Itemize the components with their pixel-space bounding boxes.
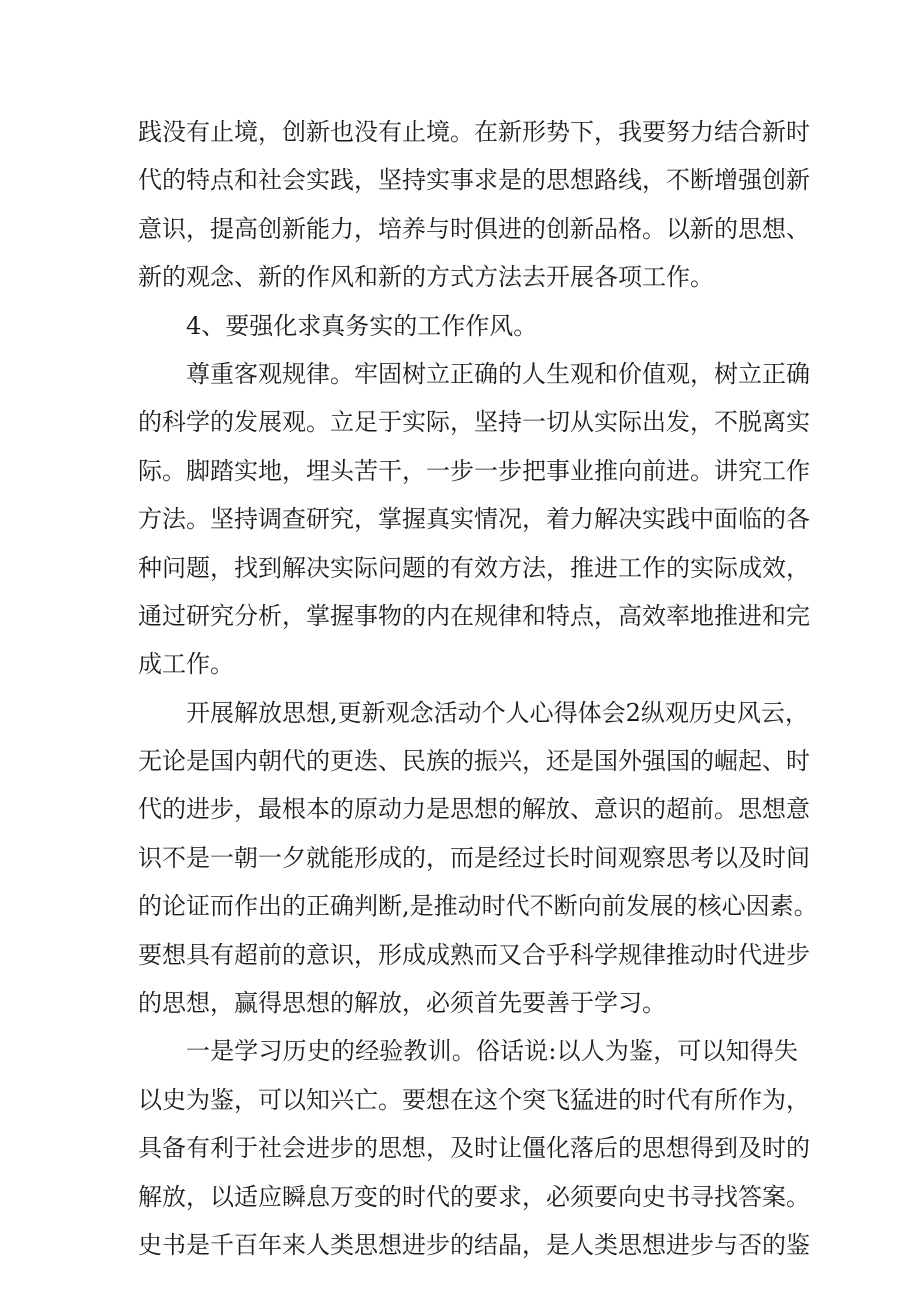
text-line: 识不是一朝一夕就能形成的，而是经过长时间观察思考以及时间 — [138, 843, 810, 872]
text-line: 意识，提高创新能力，培养与时俱进的创新品格。以新的思想、 — [138, 214, 810, 243]
text-line: 代的特点和社会实践，坚持实事求是的思想路线，不断增强创新 — [138, 166, 810, 195]
text-line: 史书是千百年来人类思想进步的结晶，是人类思想进步与否的鉴 — [138, 1230, 810, 1259]
document-body — [138, 108, 818, 1269]
text-line: 的思想，赢得思想的解放，必须首先要善于学习。 — [138, 989, 666, 1018]
text-line: 种问题，找到解决实际问题的有效方法，推进工作的实际成效， — [138, 553, 810, 582]
text-line: 一是学习历史的经验教训。俗话说:以人为鉴，可以知得失 — [186, 1037, 798, 1066]
text-line: 践没有止境，创新也没有止境。在新形势下，我要努力结合新时 — [138, 118, 810, 146]
section-heading: 4、要强化求真务实的工作作风。 — [186, 311, 538, 340]
text-line: 要想具有超前的意识，形成成熟而又合乎科学规律推动时代进步 — [138, 940, 810, 969]
text-line: 的论证而作出的正确判断,是推动时代不断向前发展的核心因素。 — [138, 892, 818, 921]
text-line: 尊重客观规律。牢固树立正确的人生观和价值观，树立正确 — [186, 359, 810, 388]
text-line: 际。脚踏实地，埋头苦干，一步一步把事业推向前进。讲究工作 — [138, 456, 810, 485]
text-line: 代的进步，最根本的原动力是思想的解放、意识的超前。思想意 — [138, 795, 810, 824]
text-line: 解放，以适应瞬息万变的时代的要求，必须要向史书寻找答案。 — [138, 1182, 810, 1211]
text-line: 开展解放思想,更新观念活动个人心得体会2纵观历史风云， — [186, 698, 809, 727]
text-line: 方法。坚持调查研究，掌握真实情况，着力解决实践中面临的各 — [138, 505, 810, 534]
text-line: 通过研究分析，掌握事物的内在规律和特点，高效率地推进和完 — [138, 601, 810, 630]
text-line: 新的观念、新的作风和新的方式方法去开展各项工作。 — [138, 263, 714, 292]
text-line: 的科学的发展观。立足于实际，坚持一切从实际出发，不脱离实 — [138, 408, 810, 437]
text-line: 以史为鉴，可以知兴亡。要想在这个突飞猛进的时代有所作为， — [138, 1085, 810, 1114]
text-line: 成工作。 — [138, 650, 234, 679]
text-line: 无论是国内朝代的更迭、民族的振兴，还是国外强国的崛起、时 — [138, 747, 810, 776]
text-line: 具备有利于社会进步的思想，及时让僵化落后的思想得到及时的 — [138, 1134, 810, 1163]
